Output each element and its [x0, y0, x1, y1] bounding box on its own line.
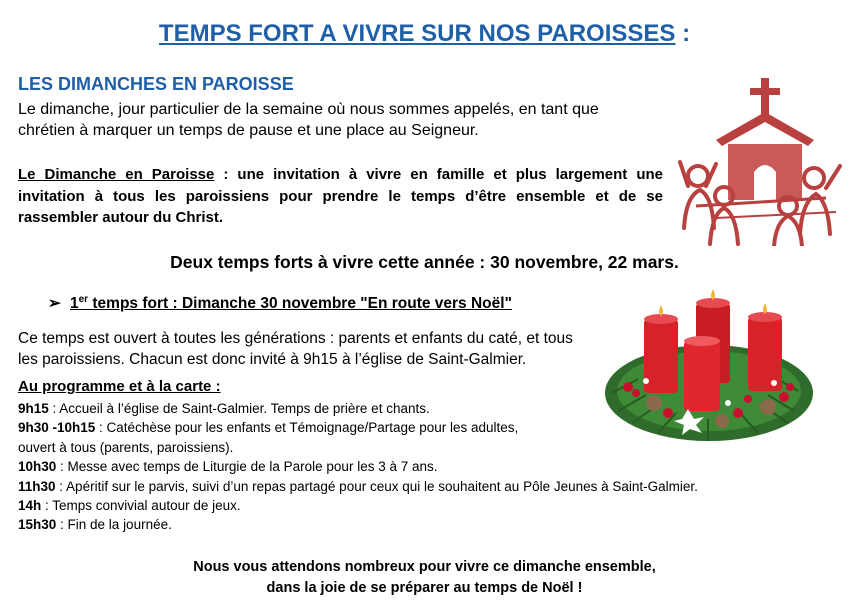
church-illustration-icon — [676, 78, 848, 246]
description-label: Le Dimanche en Paroisse — [18, 166, 215, 183]
page-title-colon: : — [675, 20, 691, 47]
first-event-heading — [48, 294, 512, 313]
schedule-item: 11h30 : Apéritif sur le parvis, suivi d’un repas partagé pour ceux qui le souhaitent au Pôle Jeunes à Saint-Galmier. — [18, 478, 698, 494]
schedule-item: 10h30 : Messe avec temps de Liturgie de la Parole pour les 3 à 7 ans. — [18, 459, 438, 475]
intro-paragraph: Le dimanche, jour particulier de la semaine où nous sommes appelés, en tant que chrétien à marquer un temps de pause et une place au Seigneur. — [18, 101, 599, 139]
program-title: Au programme et à la carte : — [18, 378, 221, 395]
arrow-bullet-icon: ➢ — [48, 295, 61, 313]
closing-line-1: Nous vous attendons nombreux pour vivre ce dimanche ensemble, — [193, 559, 656, 575]
description-paragraph — [18, 164, 663, 229]
advent-wreath-icon — [598, 283, 820, 453]
closing-message — [0, 557, 849, 599]
schedule-item: 15h30 : Fin de la journée. — [18, 517, 172, 533]
first-event-title: 1er temps fort : Dimanche 30 novembre "En route vers Noël" — [70, 294, 512, 313]
schedule-item: 9h15 : Accueil à l’église de Saint-Galmier. Temps de prière et chants. — [18, 401, 430, 416]
schedule-item: ouvert à tous (parents, paroissiens). — [18, 439, 234, 455]
page-title-text: TEMPS FORT A VIVRE SUR NOS PAROISSES — [158, 20, 676, 47]
section-title: LES DIMANCHES EN PAROISSE — [18, 74, 294, 94]
description-text: : une invitation à vivre en famille et plus largement une invitation à tous les paroissiens pour prendre le temps d’être ensemble et de se rassembler autour du Christ. — [18, 166, 663, 226]
first-event-description: Ce temps est ouvert à toutes les générations : parents et enfants du caté, et tous les paroissiens. Chacun est donc invité à 9h15 à l’église de Saint-Galmier. — [18, 330, 573, 368]
page-title — [0, 20, 849, 48]
closing-line-2: dans la joie de se préparer au temps de Noël ! — [266, 580, 583, 596]
two-events-heading: Deux temps forts à vivre cette année : 30 novembre, 22 mars. — [170, 252, 679, 272]
schedule-item: 9h30 -10h15 : Catéchèse pour les enfants et Témoignage/Partage pour les adultes, — [18, 420, 519, 436]
schedule-item: 14h : Temps convivial autour de jeux. — [18, 498, 241, 514]
